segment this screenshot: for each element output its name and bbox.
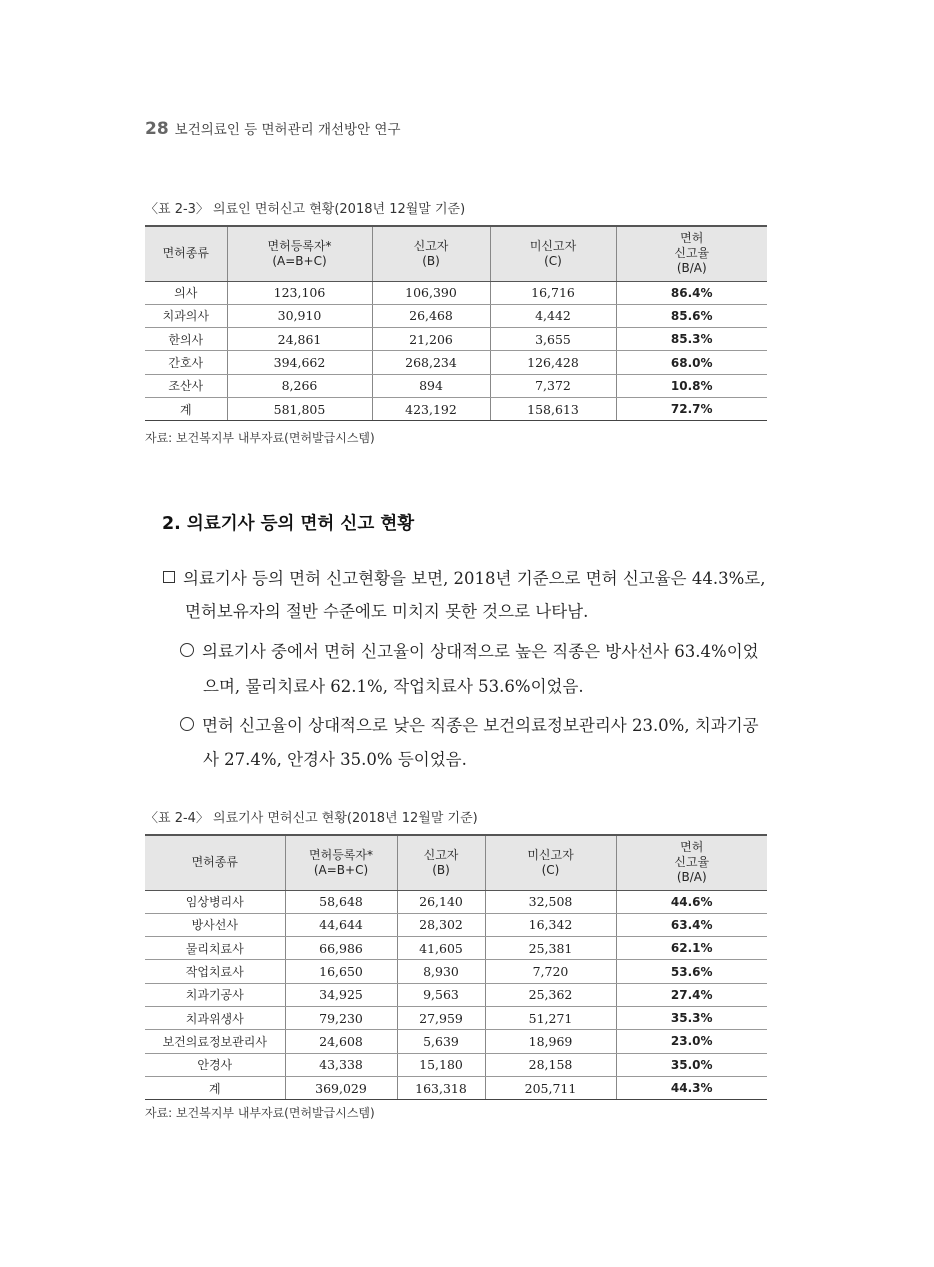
table-row	[145, 890, 767, 913]
value-cell: 423,192	[372, 397, 490, 420]
value-cell: 43,338	[285, 1053, 397, 1076]
value-cell: 5,639	[397, 1030, 485, 1053]
value-cell: 30,910	[227, 304, 372, 327]
rate-cell: 53.6%	[616, 960, 767, 983]
rate-cell: 85.3%	[616, 328, 767, 351]
column-header: 면허 신고율 (B/A)	[616, 835, 767, 890]
rate-cell: 27.4%	[616, 983, 767, 1006]
value-cell: 369,029	[285, 1076, 397, 1099]
table-row	[145, 1006, 767, 1029]
value-cell: 32,508	[485, 890, 616, 913]
value-cell: 9,563	[397, 983, 485, 1006]
value-cell: 24,608	[285, 1030, 397, 1053]
license-report-table-medical	[145, 225, 767, 421]
row-label-cell: 방사선사	[145, 913, 285, 936]
value-cell: 44,644	[285, 913, 397, 936]
rate-cell: 44.3%	[616, 1076, 767, 1099]
bullet-line: 사 27.4%, 안경사 35.0% 등이었음.	[203, 750, 467, 769]
table-row	[145, 1076, 767, 1099]
value-cell: 41,605	[397, 937, 485, 960]
column-header: 면허종류	[145, 835, 285, 890]
rate-cell: 44.6%	[616, 890, 767, 913]
row-label-cell: 한의사	[145, 328, 227, 351]
page-number: 28	[145, 119, 169, 139]
table-row	[145, 960, 767, 983]
row-label-cell: 보건의료정보관리사	[145, 1030, 285, 1053]
row-label-cell: 물리치료사	[145, 937, 285, 960]
table-row	[145, 374, 767, 397]
value-cell: 58,648	[285, 890, 397, 913]
table-row	[145, 983, 767, 1006]
table-source: 자료: 보건복지부 내부자료(면허발급시스템)	[145, 431, 375, 445]
table-row	[145, 351, 767, 374]
row-label-cell: 계	[145, 397, 227, 420]
row-label-cell: 치과의사	[145, 304, 227, 327]
value-cell: 8,266	[227, 374, 372, 397]
value-cell: 25,362	[485, 983, 616, 1006]
value-cell: 16,650	[285, 960, 397, 983]
table-row	[145, 913, 767, 936]
value-cell: 7,720	[485, 960, 616, 983]
table-row	[145, 328, 767, 351]
row-label-cell: 안경사	[145, 1053, 285, 1076]
column-header: 신고자 (B)	[372, 226, 490, 281]
bullet-line: 면허 신고율이 상대적으로 낮은 직종은 보건의료정보관리사 23.0%, 치과기공	[180, 712, 759, 736]
value-cell: 79,230	[285, 1006, 397, 1029]
row-label-cell: 치과기공사	[145, 983, 285, 1006]
value-cell: 205,711	[485, 1076, 616, 1099]
value-cell: 126,428	[490, 351, 616, 374]
value-cell: 26,468	[372, 304, 490, 327]
value-cell: 16,342	[485, 913, 616, 936]
value-cell: 27,959	[397, 1006, 485, 1029]
table-row	[145, 1053, 767, 1076]
license-report-table-technicians	[145, 834, 767, 1100]
value-cell: 394,662	[227, 351, 372, 374]
value-cell: 25,381	[485, 937, 616, 960]
value-cell: 4,442	[490, 304, 616, 327]
rate-cell: 62.1%	[616, 937, 767, 960]
rate-cell: 35.0%	[616, 1053, 767, 1076]
table-source: 자료: 보건복지부 내부자료(면허발급시스템)	[145, 1106, 375, 1120]
column-header: 미신고자 (C)	[490, 226, 616, 281]
table-row	[145, 937, 767, 960]
row-label-cell: 조산사	[145, 374, 227, 397]
value-cell: 66,986	[285, 937, 397, 960]
row-label-cell: 의사	[145, 281, 227, 304]
value-cell: 18,969	[485, 1030, 616, 1053]
document-title: 보건의료인 등 면허관리 개선방안 연구	[174, 122, 401, 138]
column-header: 신고자 (B)	[397, 835, 485, 890]
rate-cell: 85.6%	[616, 304, 767, 327]
table-row	[145, 397, 767, 420]
value-cell: 34,925	[285, 983, 397, 1006]
table-row	[145, 281, 767, 304]
value-cell: 7,372	[490, 374, 616, 397]
paragraph-line: 의료기사 등의 면허 신고현황을 보면, 2018년 기준으로 면허 신고율은 44.3%로,	[163, 565, 765, 589]
value-cell: 15,180	[397, 1053, 485, 1076]
table-caption: 〈표 2-3〉 의료인 면허신고 현황(2018년 12월말 기준)	[145, 202, 466, 217]
value-cell: 21,206	[372, 328, 490, 351]
section-title: 2. 의료기사 등의 면허 신고 현황	[162, 514, 415, 534]
rate-cell: 23.0%	[616, 1030, 767, 1053]
row-label-cell: 간호사	[145, 351, 227, 374]
table-row	[145, 1030, 767, 1053]
rate-cell: 86.4%	[616, 281, 767, 304]
rate-cell: 63.4%	[616, 913, 767, 936]
rate-cell: 68.0%	[616, 351, 767, 374]
value-cell: 26,140	[397, 890, 485, 913]
value-cell: 894	[372, 374, 490, 397]
circle-bullet-icon	[180, 643, 194, 657]
column-header: 면허 신고율 (B/A)	[616, 226, 767, 281]
value-cell: 28,302	[397, 913, 485, 936]
bullet-line: 의료기사 중에서 면허 신고율이 상대적으로 높은 직종은 방사선사 63.4%이었	[180, 638, 759, 662]
circle-bullet-icon	[180, 717, 194, 731]
column-header: 면허등록자* (A=B+C)	[227, 226, 372, 281]
rate-cell: 35.3%	[616, 1006, 767, 1029]
value-cell: 163,318	[397, 1076, 485, 1099]
value-cell: 268,234	[372, 351, 490, 374]
value-cell: 16,716	[490, 281, 616, 304]
row-label-cell: 계	[145, 1076, 285, 1099]
value-cell: 106,390	[372, 281, 490, 304]
value-cell: 581,805	[227, 397, 372, 420]
rate-cell: 10.8%	[616, 374, 767, 397]
row-label-cell: 작업치료사	[145, 960, 285, 983]
bullet-line: 으며, 물리치료사 62.1%, 작업치료사 53.6%이었음.	[203, 677, 584, 696]
value-cell: 28,158	[485, 1053, 616, 1076]
running-header	[145, 118, 401, 139]
value-cell: 24,861	[227, 328, 372, 351]
paragraph-line: 면허보유자의 절반 수준에도 미치지 못한 것으로 나타남.	[185, 602, 589, 621]
value-cell: 158,613	[490, 397, 616, 420]
row-label-cell: 임상병리사	[145, 890, 285, 913]
value-cell: 51,271	[485, 1006, 616, 1029]
column-header: 미신고자 (C)	[485, 835, 616, 890]
row-label-cell: 치과위생사	[145, 1006, 285, 1029]
value-cell: 123,106	[227, 281, 372, 304]
column-header: 면허등록자* (A=B+C)	[285, 835, 397, 890]
rate-cell: 72.7%	[616, 397, 767, 420]
square-bullet-icon	[163, 571, 175, 583]
value-cell: 8,930	[397, 960, 485, 983]
value-cell: 3,655	[490, 328, 616, 351]
column-header: 면허종류	[145, 226, 227, 281]
table-caption: 〈표 2-4〉 의료기사 면허신고 현황(2018년 12월말 기준)	[145, 811, 478, 826]
table-row	[145, 304, 767, 327]
